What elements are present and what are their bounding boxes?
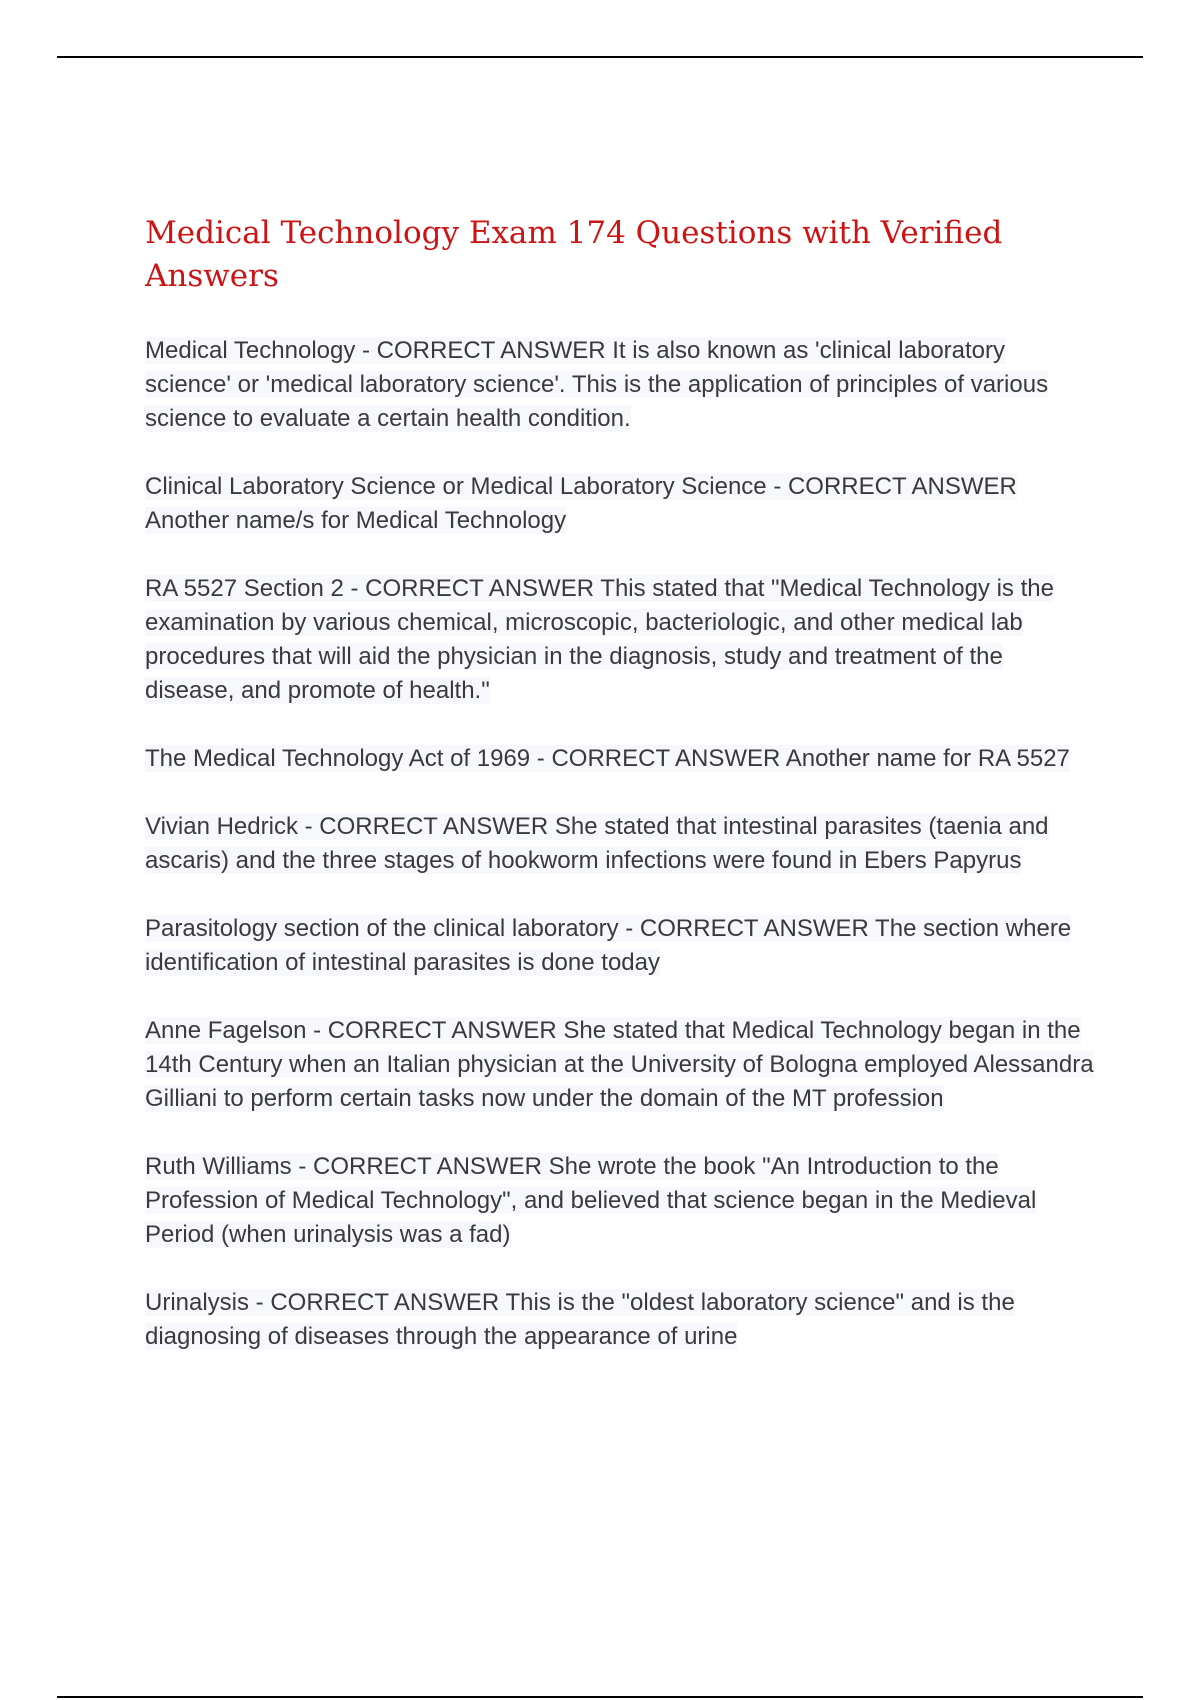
qa-item (145, 742, 1095, 776)
qa-item (145, 334, 1095, 436)
qa-item (145, 1150, 1095, 1252)
qa-item-text: Anne Fagelson - CORRECT ANSWER She stated that Medical Technology began in the 14th Century when an Italian physician at the University of Bologna employed Alessandra Gilliani to perform certain tasks now under the domain of the MT profession (145, 1017, 1094, 1112)
top-rule (57, 56, 1143, 58)
bottom-rule (57, 1696, 1143, 1698)
qa-item (145, 1286, 1095, 1354)
qa-list (145, 334, 1095, 1354)
qa-item-text: Medical Technology - CORRECT ANSWER It is also known as 'clinical laboratory science' or 'medical laboratory science'. This is the application of principles of various science to evaluate a certain health condition. (145, 337, 1049, 432)
qa-item (145, 572, 1095, 708)
qa-item-text: Vivian Hedrick - CORRECT ANSWER She stated that intestinal parasites (taenia and ascaris) and the three stages of hookworm infections were found in Ebers Papyrus (145, 813, 1049, 874)
qa-item-text: Clinical Laboratory Science or Medical Laboratory Science - CORRECT ANSWER Another name/s for Medical Technology (145, 473, 1017, 534)
qa-item (145, 1014, 1095, 1116)
qa-item-text: Urinalysis - CORRECT ANSWER This is the "oldest laboratory science" and is the diagnosing of diseases through the appearance of urine (145, 1289, 1015, 1350)
qa-item-text: Parasitology section of the clinical laboratory - CORRECT ANSWER The section where identification of intestinal parasites is done today (145, 915, 1072, 976)
qa-item-text: RA 5527 Section 2 - CORRECT ANSWER This stated that "Medical Technology is the examination by various chemical, microscopic, bacteriologic, and other medical lab procedures that will aid the physician in the diagnosis, study and treatment of the disease, and promote of health." (145, 575, 1054, 704)
qa-item (145, 912, 1095, 980)
qa-item (145, 810, 1095, 878)
qa-item-text: The Medical Technology Act of 1969 - CORRECT ANSWER Another name for RA 5527 (145, 745, 1070, 772)
qa-item (145, 470, 1095, 538)
document-body (145, 212, 1095, 1388)
document-title: Medical Technology Exam 174 Questions with Verified Answers (145, 215, 1003, 294)
qa-item-text: Ruth Williams - CORRECT ANSWER She wrote the book "An Introduction to the Profession of Medical Technology", and believed that science began in the Medieval Period (when urinalysis was a fad) (145, 1153, 1037, 1248)
